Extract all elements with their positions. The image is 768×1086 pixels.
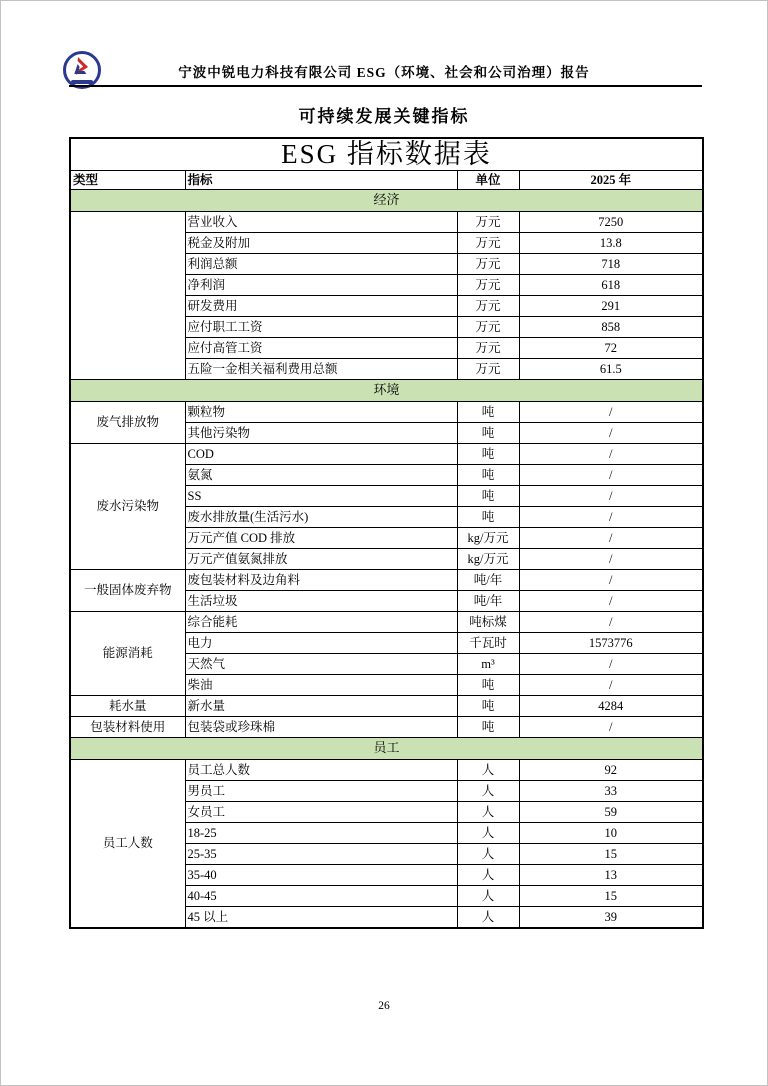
indicator-cell: 员工总人数 bbox=[185, 760, 457, 781]
value-cell: / bbox=[519, 486, 703, 507]
value-cell: / bbox=[519, 612, 703, 633]
unit-cell: 人 bbox=[457, 907, 519, 928]
indicator-cell: 男员工 bbox=[185, 781, 457, 802]
unit-cell: 人 bbox=[457, 886, 519, 907]
unit-cell: 人 bbox=[457, 865, 519, 886]
section-label-environment: 环境 bbox=[70, 380, 703, 402]
indicator-cell: 营业收入 bbox=[185, 212, 457, 233]
esg-data-table bbox=[69, 137, 704, 929]
category-cell-empty bbox=[70, 212, 185, 380]
section-label-employee: 员工 bbox=[70, 738, 703, 760]
unit-cell: 吨 bbox=[457, 423, 519, 444]
unit-cell: 万元 bbox=[457, 359, 519, 380]
unit-cell: 万元 bbox=[457, 275, 519, 296]
unit-cell: 千瓦时 bbox=[457, 633, 519, 654]
section-row-economy bbox=[70, 190, 703, 212]
table-row bbox=[70, 696, 703, 717]
page-number: 26 bbox=[378, 1000, 390, 1012]
unit-cell: 人 bbox=[457, 844, 519, 865]
unit-cell: 吨 bbox=[457, 507, 519, 528]
unit-cell: 吨 bbox=[457, 486, 519, 507]
indicator-cell: 25-35 bbox=[185, 844, 457, 865]
unit-cell: kg/万元 bbox=[457, 549, 519, 570]
indicator-cell: 45 以上 bbox=[185, 907, 457, 928]
table-row bbox=[70, 612, 703, 633]
indicator-cell: 新水量 bbox=[185, 696, 457, 717]
column-header-unit: 单位 bbox=[457, 171, 519, 190]
indicator-cell: 税金及附加 bbox=[185, 233, 457, 254]
indicator-cell: 综合能耗 bbox=[185, 612, 457, 633]
indicator-cell: 生活垃圾 bbox=[185, 591, 457, 612]
value-cell: / bbox=[519, 465, 703, 486]
document-header-title: 宁波中锐电力科技有限公司 ESG（环境、社会和公司治理）报告 bbox=[178, 65, 590, 80]
unit-cell: 吨 bbox=[457, 696, 519, 717]
indicator-cell: 柴油 bbox=[185, 675, 457, 696]
unit-cell: 万元 bbox=[457, 212, 519, 233]
unit-cell: 人 bbox=[457, 823, 519, 844]
section-row-environment bbox=[70, 380, 703, 402]
indicator-cell: 电力 bbox=[185, 633, 457, 654]
value-cell: 858 bbox=[519, 317, 703, 338]
unit-cell: 万元 bbox=[457, 296, 519, 317]
table-row bbox=[70, 570, 703, 591]
unit-cell: 人 bbox=[457, 802, 519, 823]
section-row-employee bbox=[70, 738, 703, 760]
indicator-cell: 应付职工工资 bbox=[185, 317, 457, 338]
value-cell: 39 bbox=[519, 907, 703, 928]
indicator-cell: SS bbox=[185, 486, 457, 507]
value-cell: 15 bbox=[519, 886, 703, 907]
value-cell: / bbox=[519, 423, 703, 444]
unit-cell: 吨/年 bbox=[457, 591, 519, 612]
category-cell: 一般固体废弃物 bbox=[70, 570, 185, 612]
value-cell: 718 bbox=[519, 254, 703, 275]
indicator-cell: 废水排放量(生活污水) bbox=[185, 507, 457, 528]
value-cell: / bbox=[519, 549, 703, 570]
table-title: ESG 指标数据表 bbox=[70, 138, 703, 171]
value-cell: 10 bbox=[519, 823, 703, 844]
header-divider bbox=[69, 85, 702, 87]
value-cell: / bbox=[519, 675, 703, 696]
indicator-cell: 净利润 bbox=[185, 275, 457, 296]
value-cell: / bbox=[519, 570, 703, 591]
unit-cell: 吨 bbox=[457, 717, 519, 738]
table-row bbox=[70, 760, 703, 781]
value-cell: 13 bbox=[519, 865, 703, 886]
value-cell: 7250 bbox=[519, 212, 703, 233]
indicator-cell: 万元产值 COD 排放 bbox=[185, 528, 457, 549]
value-cell: 291 bbox=[519, 296, 703, 317]
value-cell: 13.8 bbox=[519, 233, 703, 254]
value-cell: / bbox=[519, 717, 703, 738]
value-cell: 1573776 bbox=[519, 633, 703, 654]
value-cell: / bbox=[519, 528, 703, 549]
indicator-cell: COD bbox=[185, 444, 457, 465]
value-cell: 92 bbox=[519, 760, 703, 781]
indicator-cell: 18-25 bbox=[185, 823, 457, 844]
table-title-row bbox=[70, 138, 703, 171]
value-cell: / bbox=[519, 591, 703, 612]
table-row bbox=[70, 717, 703, 738]
unit-cell: 万元 bbox=[457, 233, 519, 254]
indicator-cell: 五险一金相关福利费用总额 bbox=[185, 359, 457, 380]
value-cell: 72 bbox=[519, 338, 703, 359]
table-header-row bbox=[70, 171, 703, 190]
indicator-cell: 40-45 bbox=[185, 886, 457, 907]
indicator-cell: 应付高管工资 bbox=[185, 338, 457, 359]
category-cell: 包装材料使用 bbox=[70, 717, 185, 738]
unit-cell: 万元 bbox=[457, 317, 519, 338]
unit-cell: kg/万元 bbox=[457, 528, 519, 549]
category-cell: 能源消耗 bbox=[70, 612, 185, 696]
value-cell: 4284 bbox=[519, 696, 703, 717]
category-cell: 员工人数 bbox=[70, 760, 185, 928]
category-cell: 耗水量 bbox=[70, 696, 185, 717]
value-cell: 15 bbox=[519, 844, 703, 865]
table-row bbox=[70, 402, 703, 423]
category-cell: 废水污染物 bbox=[70, 444, 185, 570]
table-row bbox=[70, 444, 703, 465]
unit-cell: 万元 bbox=[457, 254, 519, 275]
indicator-cell: 女员工 bbox=[185, 802, 457, 823]
unit-cell: 人 bbox=[457, 781, 519, 802]
column-header-year: 2025 年 bbox=[519, 171, 703, 190]
unit-cell: 吨 bbox=[457, 675, 519, 696]
indicator-cell: 利润总额 bbox=[185, 254, 457, 275]
column-header-indicator: 指标 bbox=[185, 171, 457, 190]
section-heading: 可持续发展关键指标 bbox=[298, 107, 470, 126]
indicator-cell: 颗粒物 bbox=[185, 402, 457, 423]
unit-cell: 吨 bbox=[457, 402, 519, 423]
indicator-cell: 研发费用 bbox=[185, 296, 457, 317]
category-cell: 废气排放物 bbox=[70, 402, 185, 444]
indicator-cell: 其他污染物 bbox=[185, 423, 457, 444]
indicator-cell: 35-40 bbox=[185, 865, 457, 886]
column-header-type: 类型 bbox=[70, 171, 185, 190]
indicator-cell: 废包装材料及边角料 bbox=[185, 570, 457, 591]
indicator-cell: 天然气 bbox=[185, 654, 457, 675]
unit-cell: 吨标煤 bbox=[457, 612, 519, 633]
value-cell: / bbox=[519, 654, 703, 675]
unit-cell: 吨 bbox=[457, 465, 519, 486]
value-cell: 61.5 bbox=[519, 359, 703, 380]
indicator-cell: 氨氮 bbox=[185, 465, 457, 486]
indicator-cell: 万元产值氨氮排放 bbox=[185, 549, 457, 570]
value-cell: 33 bbox=[519, 781, 703, 802]
unit-cell: 吨/年 bbox=[457, 570, 519, 591]
indicator-cell: 包装袋或珍珠棉 bbox=[185, 717, 457, 738]
section-label-economy: 经济 bbox=[70, 190, 703, 212]
unit-cell: 万元 bbox=[457, 338, 519, 359]
value-cell: / bbox=[519, 507, 703, 528]
unit-cell: 人 bbox=[457, 760, 519, 781]
value-cell: 59 bbox=[519, 802, 703, 823]
table-row bbox=[70, 212, 703, 233]
value-cell: / bbox=[519, 444, 703, 465]
value-cell: 618 bbox=[519, 275, 703, 296]
unit-cell: m³ bbox=[457, 654, 519, 675]
unit-cell: 吨 bbox=[457, 444, 519, 465]
value-cell: / bbox=[519, 402, 703, 423]
